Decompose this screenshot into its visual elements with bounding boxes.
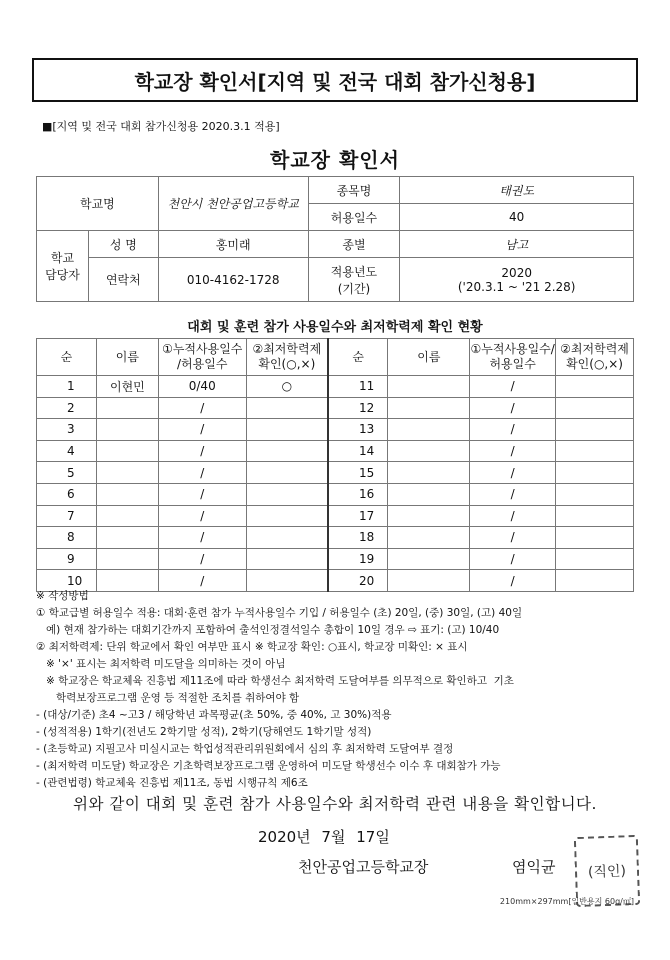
row-no-right: 18 — [328, 527, 388, 549]
row-days-right: / — [470, 462, 556, 484]
note-line: - (최저학력 미도달) 학교장은 기초학력보장프로그램 운영하여 미도달 학생선수 이수 후 대회참가 가능 — [36, 760, 501, 772]
note-line: - (대상/기준) 초4 ~고3 / 해당학년 과목평균(초 50%, 중 40%, 고 30%)적용 — [36, 709, 392, 721]
year-value-line-1: 2020 — [501, 265, 532, 280]
signer-name: 염익균 — [512, 858, 556, 876]
row-no-right: 15 — [328, 462, 388, 484]
signature-date: 2020년 7월 17일 — [258, 828, 390, 846]
header-no: 순 — [37, 339, 97, 376]
row-no: 4 — [37, 440, 97, 462]
row-name — [96, 462, 158, 484]
row-no: 2 — [37, 397, 97, 419]
row-days: / — [158, 570, 246, 592]
row-no: 8 — [37, 527, 97, 549]
row-name — [96, 419, 158, 441]
row-days-right: / — [470, 505, 556, 527]
row-no-right: 13 — [328, 419, 388, 441]
row-name-right — [388, 376, 470, 398]
row-days: / — [158, 397, 246, 419]
row-grade: ○ — [246, 376, 328, 398]
header-grade-right-line-1: ②최저학력제 — [560, 342, 629, 356]
event-value: 태권도 — [400, 177, 634, 204]
header-name-right: 이름 — [388, 339, 470, 376]
row-name-right — [388, 548, 470, 570]
row-grade-right — [556, 527, 634, 549]
row-days: / — [158, 505, 246, 527]
row-grade — [246, 440, 328, 462]
row-name — [96, 505, 158, 527]
confirmation-statement: 위와 같이 대회 및 훈련 참가 사용일수와 최저학력 관련 내용을 확인합니다. — [73, 795, 597, 813]
note-line: 학력보장프로그램 운영 등 적절한 조치를 취하여야 함 — [36, 692, 300, 704]
roster-body — [37, 376, 634, 592]
header-days-right — [470, 339, 556, 376]
table-row — [37, 505, 634, 527]
row-grade-right — [556, 548, 634, 570]
row-grade-right — [556, 440, 634, 462]
note-line: ※ '×' 표시는 최저학력 미도달을 의미하는 것이 아님 — [36, 658, 286, 670]
note-line: - (초등학교) 지필고사 미실시교는 학업성적관리위원회에서 심의 후 최저학력 도달여부 결정 — [36, 743, 454, 755]
event-label: 종목명 — [308, 177, 400, 204]
row-no: 3 — [37, 419, 97, 441]
row-days-right: / — [470, 397, 556, 419]
year-value — [400, 258, 634, 302]
row-grade — [246, 527, 328, 549]
row-no: 6 — [37, 483, 97, 505]
row-days-right: / — [470, 419, 556, 441]
row-days: / — [158, 462, 246, 484]
header-days-right-line-2: 허용일수 — [489, 357, 536, 371]
contact-value: 010-4162-1728 — [158, 258, 308, 302]
roster-header-row — [37, 339, 634, 376]
header-grade-line-2: 확인(○,×) — [258, 357, 316, 371]
note-line: ② 최저학력제: 단위 학교에서 확인 여부만 표시 ※ 학교장 확인: ○표시, 학교장 미확인: × 표시 — [36, 641, 468, 653]
allowed-days-value: 40 — [400, 204, 634, 231]
row-no-right: 12 — [328, 397, 388, 419]
row-grade — [246, 419, 328, 441]
row-no: 9 — [37, 548, 97, 570]
table-row — [37, 419, 634, 441]
header-grade-line-1: ②최저학력제 — [252, 342, 322, 356]
note-line: 예) 현재 참가하는 대회기간까지 포함하여 출석인정결석일수 총합이 10일 경우 ⇨ 표기: (고) 10/40 — [36, 624, 500, 636]
note-line: - (관련법령) 학교체육 진흥법 제11조, 동법 시행규칙 제6조 — [36, 777, 308, 789]
note-line: - (성적적용) 1학기(전년도 2학기말 성적), 2학기(당해연도 1학기말 성적) — [36, 726, 372, 738]
table-row — [37, 440, 634, 462]
header-grade-right — [556, 339, 634, 376]
paper-size-note: 210mm×297mm[일반용지 60g/㎡] — [499, 897, 634, 906]
official-seal-stamp: (직인) — [574, 835, 640, 907]
row-grade-right — [556, 462, 634, 484]
header-no-right: 순 — [328, 339, 388, 376]
table-row — [37, 397, 634, 419]
contact-label: 연락처 — [88, 258, 158, 302]
row-name — [96, 483, 158, 505]
staff-name-label: 성 명 — [88, 231, 158, 258]
row-name-right — [388, 483, 470, 505]
row-days: / — [158, 483, 246, 505]
school-name-value: 천안시 천안공업고등학교 — [158, 177, 308, 231]
year-label-line-2: (기간) — [337, 281, 371, 296]
row-no-right: 14 — [328, 440, 388, 462]
applicability-note: ■[지역 및 전국 대회 참가신청용 2020.3.1 적용] — [42, 120, 280, 133]
row-no-right: 16 — [328, 483, 388, 505]
row-name-right — [388, 505, 470, 527]
roster-section-title: 대회 및 훈련 참가 사용일수와 최저학력제 확인 현황 — [187, 320, 483, 335]
school-name-label: 학교명 — [37, 177, 159, 231]
table-row — [37, 462, 634, 484]
signer-title: 천안공업고등학교장 — [298, 858, 429, 876]
header-days-line-2: /허용일수 — [177, 357, 228, 371]
row-grade-right — [556, 483, 634, 505]
allowed-days-label: 허용일수 — [308, 204, 400, 231]
row-no-right: 17 — [328, 505, 388, 527]
row-grade-right — [556, 505, 634, 527]
row-name-right — [388, 527, 470, 549]
row-no-right: 19 — [328, 548, 388, 570]
row-name: 이현민 — [96, 376, 158, 398]
row-grade-right — [556, 419, 634, 441]
roster-table — [36, 338, 634, 592]
row-name — [96, 527, 158, 549]
header-grade-right-line-2: 확인(○,×) — [566, 357, 623, 371]
row-days-right: / — [470, 527, 556, 549]
row-name — [96, 397, 158, 419]
row-no-right: 11 — [328, 376, 388, 398]
staff-name-value: 홍미래 — [158, 231, 308, 258]
row-name-right — [388, 440, 470, 462]
row-no: 7 — [37, 505, 97, 527]
header-days-line-1: ①누적사용일수 — [162, 342, 243, 356]
table-row — [37, 483, 634, 505]
row-no: 5 — [37, 462, 97, 484]
staff-label — [37, 231, 89, 302]
school-info-table — [36, 176, 634, 302]
header-grade — [246, 339, 328, 376]
row-grade-right — [556, 397, 634, 419]
row-name — [96, 440, 158, 462]
note-line: ※ 학교장은 학교체육 진흥법 제11조에 따라 학생선수 최저학력 도달여부를 의무적으로 확인하고 기초 — [36, 675, 514, 687]
row-days: / — [158, 527, 246, 549]
year-label — [308, 258, 400, 302]
year-value-line-2: ('20.3.1 ~ '21 2.28) — [457, 279, 576, 294]
row-name — [96, 548, 158, 570]
row-grade — [246, 462, 328, 484]
table-row — [37, 548, 634, 570]
document-title: 학교장 확인서 — [270, 148, 400, 172]
row-grade — [246, 548, 328, 570]
row-grade-right — [556, 376, 634, 398]
row-name-right — [388, 397, 470, 419]
document-banner-title: 학교장 확인서[지역 및 전국 대회 참가신청용] — [32, 58, 638, 102]
header-days-right-line-1: ①누적사용일수/ — [470, 342, 555, 356]
row-days-right: / — [470, 548, 556, 570]
row-days-right: / — [470, 376, 556, 398]
note-line: ① 학교급별 허용일수 적용: 대회·훈련 참가 누적사용일수 기입 / 허용일수 (초) 20일, (중) 30일, (고) 40일 — [36, 607, 523, 619]
row-grade — [246, 397, 328, 419]
row-no-right: 20 — [328, 570, 388, 592]
header-days — [158, 339, 246, 376]
row-days-right: / — [470, 440, 556, 462]
row-days: / — [158, 440, 246, 462]
header-name: 이름 — [96, 339, 158, 376]
row-days: 0/40 — [158, 376, 246, 398]
row-days-right: / — [470, 483, 556, 505]
row-no: 10 — [37, 570, 97, 592]
table-row — [37, 527, 634, 549]
row-grade — [246, 483, 328, 505]
note-line: ※ 작성방법 — [36, 590, 89, 602]
row-days-right: / — [470, 570, 556, 592]
staff-label-line-2: 담당자 — [45, 268, 80, 282]
row-name-right — [388, 419, 470, 441]
instructions-notes — [36, 588, 636, 792]
year-label-line-1: 적용년도 — [330, 264, 378, 279]
row-days: / — [158, 419, 246, 441]
gender-label: 종별 — [308, 231, 400, 258]
row-days: / — [158, 548, 246, 570]
row-name-right — [388, 462, 470, 484]
table-row — [37, 376, 634, 398]
row-no: 1 — [37, 376, 97, 398]
row-grade — [246, 505, 328, 527]
staff-label-line-1: 학교 — [50, 251, 75, 265]
gender-value: 남고 — [400, 231, 634, 258]
